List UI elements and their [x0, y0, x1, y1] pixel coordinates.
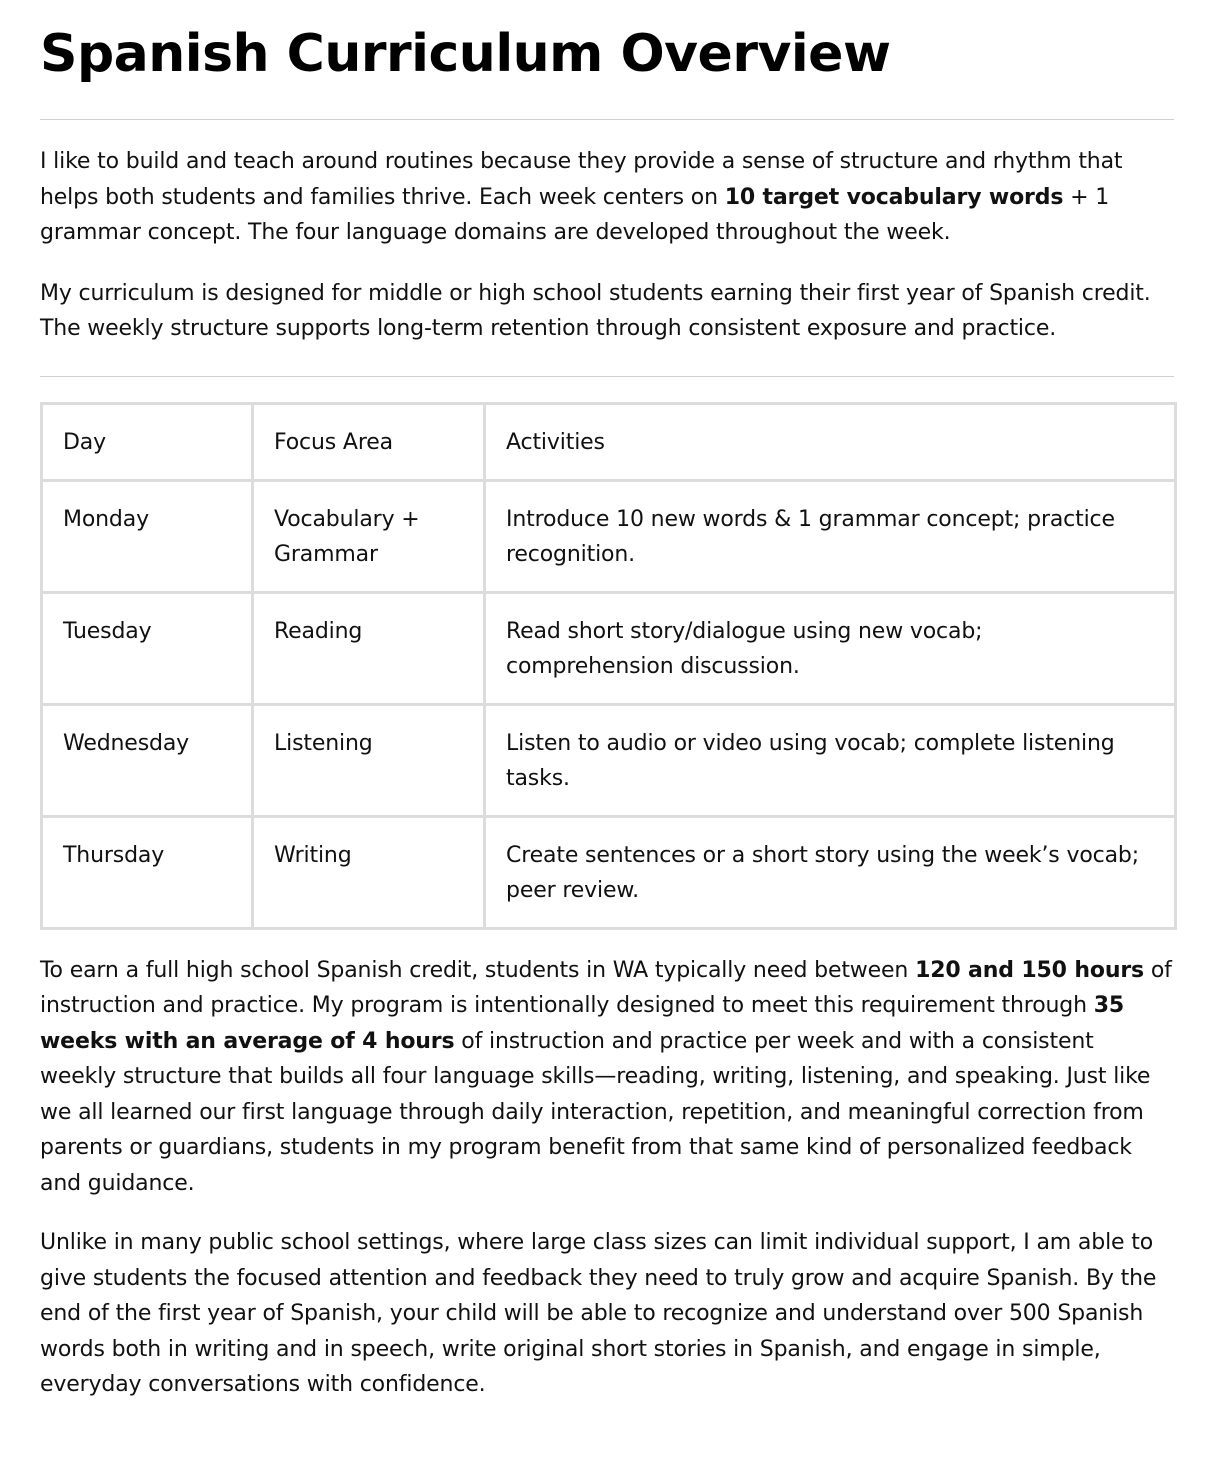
header-activities: Activities [485, 403, 1176, 480]
table-row [42, 704, 1176, 816]
cell-activities: Listen to audio or video using vocab; complete listening tasks. [485, 704, 1176, 816]
page-title: Spanish Curriculum Overview [40, 24, 891, 84]
intro-bold-vocab: 10 target vocabulary words [724, 184, 1064, 210]
intro-paragraph-1 [40, 144, 1174, 251]
cell-day: Tuesday [42, 592, 253, 704]
top-divider [40, 119, 1174, 120]
table-header-row [42, 403, 1176, 480]
credit-text-c: of instruction and practice per week and with a consistent weekly structure that builds all four language skills—reading, writing, listening, and speaking. Just like we all learned our first language through daily interaction, repetition, and meaningful correction from parents or guardians, students in my program benefit from that same kind of personalized feedback and guidance. [40, 1028, 1151, 1196]
intro-text-a: I like to build and teach around routines because they provide a sense of structure and rhythm that helps both students and families thrive. Each week centers on [40, 149, 1123, 210]
weekly-schedule-table [40, 402, 1177, 930]
credit-bold-weeks: 35 weeks with an average of 4 hours [40, 993, 1125, 1054]
cell-focus: Vocabulary + Grammar [253, 480, 485, 592]
table-row [42, 592, 1176, 704]
table-row [42, 816, 1176, 928]
credit-paragraph [40, 953, 1174, 1202]
cell-day: Monday [42, 480, 253, 592]
cell-focus: Listening [253, 704, 485, 816]
credit-text-b: of instruction and practice. My program is intentionally designed to meet this requirement through [40, 957, 1172, 1018]
header-day: Day [42, 403, 253, 480]
cell-activities: Create sentences or a short story using the week’s vocab; peer review. [485, 816, 1176, 928]
cell-day: Wednesday [42, 704, 253, 816]
outcomes-paragraph: Unlike in many public school settings, where large class sizes can limit individual support, I am able to give students the focused attention and feedback they need to truly grow and acquire Spanish. By the end of the first year of Spanish, your child will be able to recognize and understand over 500 Spanish words both in writing and in speech, write original short stories in Spanish, and engage in simple, everyday conversations with confidence. [40, 1230, 1157, 1397]
cell-focus: Writing [253, 816, 485, 928]
credit-text-a: To earn a full high school Spanish credit, students in WA typically need between [40, 957, 916, 983]
cell-activities: Introduce 10 new words & 1 grammar concept; practice recognition. [485, 480, 1176, 592]
table-row [42, 480, 1176, 592]
credit-bold-hours: 120 and 150 hours [915, 957, 1144, 983]
cell-activities: Read short story/dialogue using new vocab; comprehension discussion. [485, 592, 1176, 704]
header-focus-area: Focus Area [253, 403, 485, 480]
cell-focus: Reading [253, 592, 485, 704]
cell-day: Thursday [42, 816, 253, 928]
intro-text-b: + 1 grammar concept. The four language domains are developed throughout the week. [40, 184, 1110, 245]
intro-paragraph-2: My curriculum is designed for middle or high school students earning their first year of Spanish credit. The weekly structure supports long-term retention through consistent exposure and practice. [40, 280, 1151, 341]
middle-divider [40, 376, 1174, 377]
